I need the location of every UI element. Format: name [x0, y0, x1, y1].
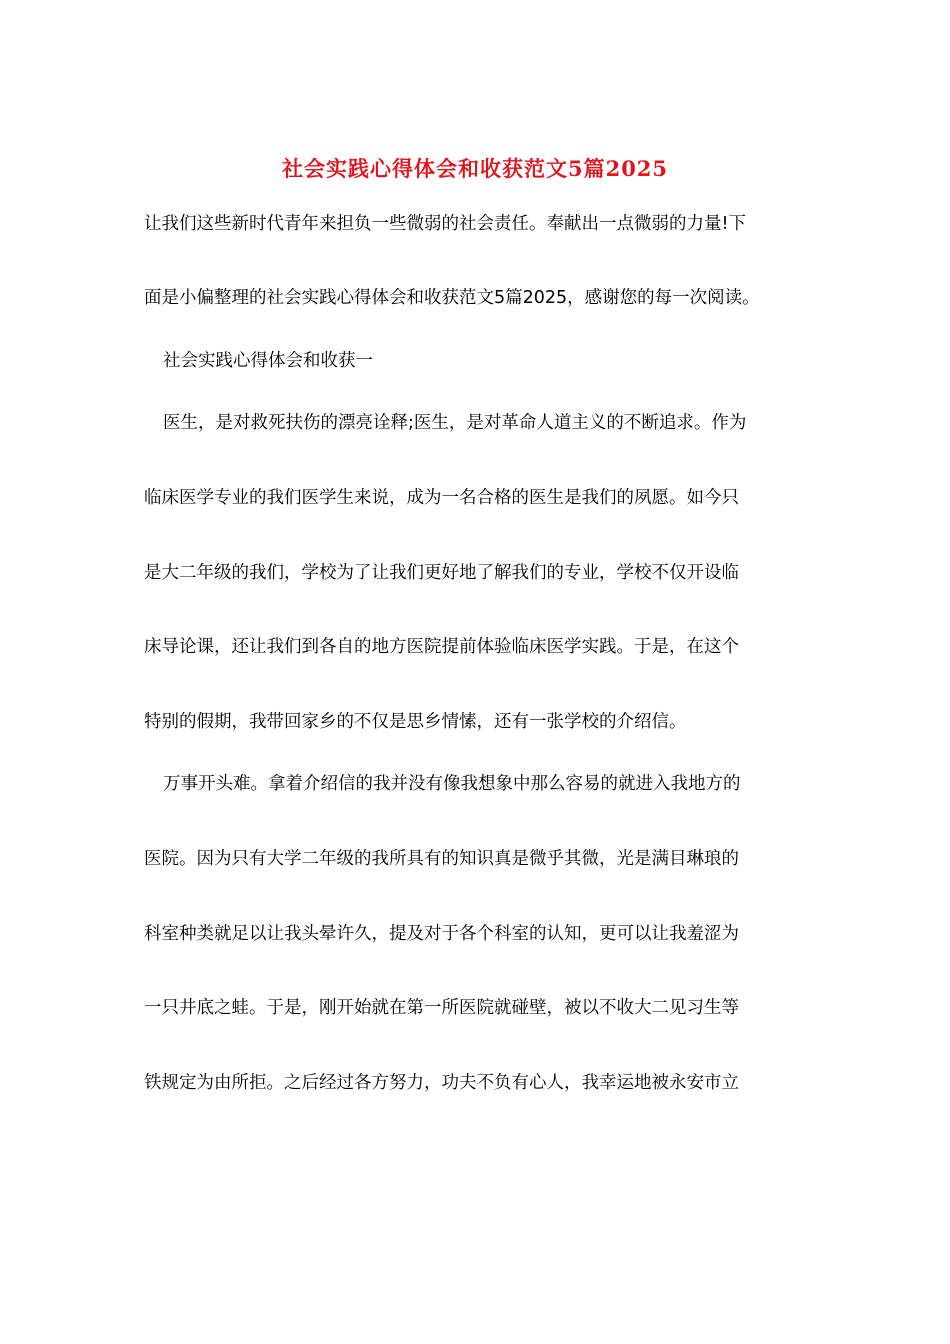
- paragraph-line: 万事开头难。拿着介绍信的我并没有像我想象中那么容易的就进入我地方的: [163, 774, 741, 794]
- paragraph-line: 是大二年级的我们，学校为了让我们更好地了解我们的专业，学校不仅开设临: [144, 563, 739, 583]
- paragraph-line: 一只井底之蛙。于是，刚开始就在第一所医院就碰壁，被以不收大二见习生等: [144, 998, 739, 1018]
- paragraph-line: 铁规定为由所拒。之后经过各方努力，功夫不负有心人，我幸运地被永安市立: [144, 1073, 739, 1093]
- paragraph-line: 特别的假期，我带回家乡的不仅是思乡情愫，还有一张学校的介绍信。: [144, 712, 687, 732]
- section-heading: 社会实践心得体会和收获一: [163, 351, 373, 371]
- paragraph-line: 临床医学专业的我们医学生来说，成为一名合格的医生是我们的夙愿。如今只: [144, 488, 739, 508]
- paragraph-line: 医生，是对救死扶伤的漂亮诠释;医生，是对革命人道主义的不断追求。作为: [163, 413, 747, 433]
- paragraph-line: 床导论课，还让我们到各自的地方医院提前体验临床医学实践。于是，在这个: [144, 637, 739, 657]
- paragraph-line: 科室种类就足以让我头晕许久，提及对于各个科室的认知，更可以让我羞涩为: [144, 924, 739, 944]
- document-title: 社会实践心得体会和收获范文5篇2025: [281, 156, 669, 181]
- paragraph-line: 医院。因为只有大学二年级的我所具有的知识真是微乎其微，光是满目琳琅的: [144, 849, 739, 869]
- intro-line-1: 让我们这些新时代青年来担负一些微弱的社会责任。奉献出一点微弱的力量!下: [144, 214, 747, 234]
- intro-line-2: 面是小偏整理的社会实践心得体会和收获范文5篇2025，感谢您的每一次阅读。: [144, 288, 760, 308]
